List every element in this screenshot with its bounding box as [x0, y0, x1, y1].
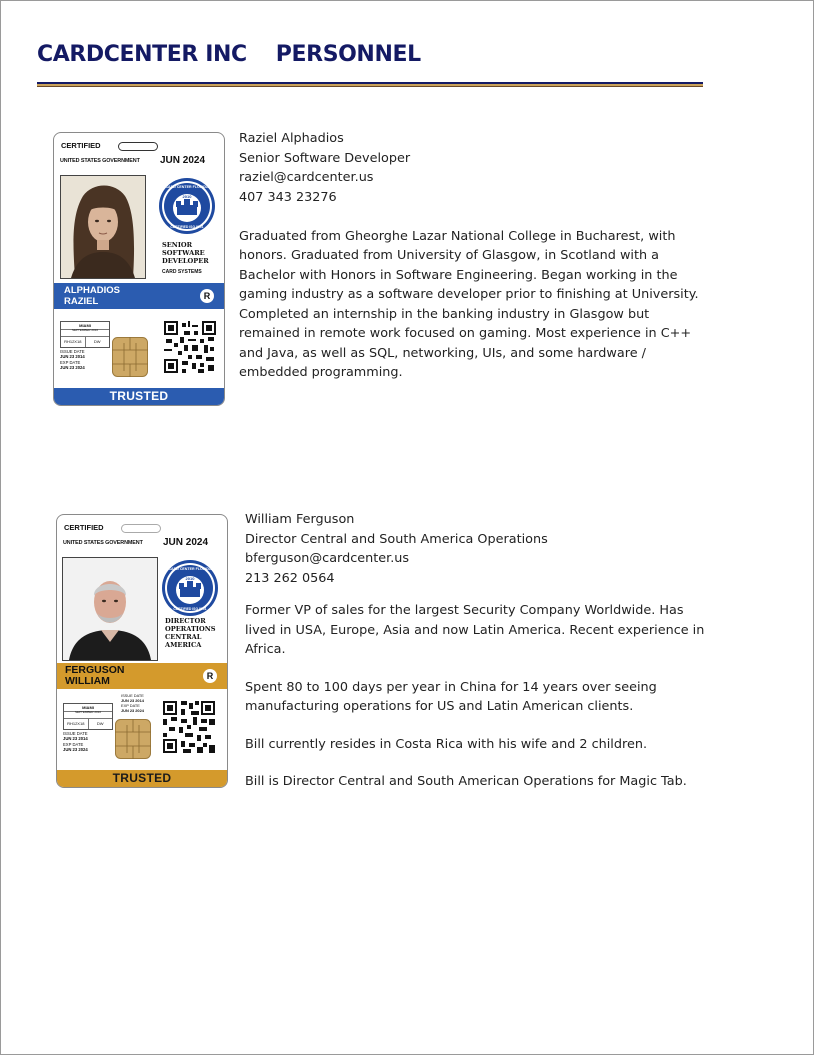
- person-bio: Former VP of sales for the largest Security Company Worldwide. Has lived in USA, Europe, Asia and now Latin America. Recent experience in Africa.: [245, 603, 705, 657]
- badge-location: MIAMI: [61, 322, 109, 330]
- badge-certified-label: CERTIFIED: [61, 141, 101, 150]
- qr-code-icon: [164, 321, 216, 373]
- badge-name-band: [54, 283, 224, 309]
- section-title: PERSONNEL: [275, 42, 421, 67]
- badge-government-label: UNITED STATES GOVERNMENT: [63, 540, 143, 546]
- badge-location-sub: SEPTEMBER 2010: [71, 328, 98, 332]
- person-name: William Ferguson: [245, 512, 355, 527]
- badge-role-line: AMERICA: [165, 641, 202, 649]
- badge-role: [165, 617, 216, 649]
- seal-year: 2010: [185, 576, 195, 581]
- badge-name-band: [57, 663, 227, 689]
- issue-date-value: JUN 23 2014: [63, 736, 88, 742]
- badge-code: RH12X18: [61, 337, 86, 347]
- badge-given-name: WILLIAM: [65, 675, 110, 687]
- exp-date-label: EXP DATE: [121, 703, 140, 708]
- issue-date-value: JUN 23 2014: [121, 698, 144, 703]
- badge-lanyard-slot: [118, 142, 158, 151]
- registered-mark: R: [200, 289, 214, 303]
- badge-name: [65, 665, 125, 687]
- badge-location: MIAMI: [64, 704, 112, 712]
- page-header: [37, 42, 421, 67]
- person-title: Senior Software Developer: [239, 150, 411, 166]
- badge-dates: [60, 349, 85, 371]
- badge-trusted-footer: TRUSTED: [54, 388, 224, 405]
- person-email: raziel@cardcenter.us: [239, 170, 374, 185]
- seal-year: 2010: [182, 194, 192, 199]
- badge-photo: [62, 557, 158, 661]
- badge-dates: [63, 731, 88, 753]
- badge-surname: ALPHADIOS: [64, 285, 120, 296]
- badge-code: DW: [93, 339, 101, 344]
- id-badge-raziel: [53, 132, 225, 406]
- person-info-raziel: [239, 129, 709, 383]
- badge-role-line: CENTRAL: [165, 633, 202, 641]
- badge-lanyard-slot: [121, 524, 161, 533]
- badge-location-sub: SEPTEMBER 2010: [74, 710, 101, 714]
- badge-name: [64, 285, 120, 307]
- badge-date: JUN 2024: [163, 537, 209, 548]
- badge-role-line: DIRECTOR: [165, 617, 206, 625]
- person-bio: Graduated from Gheorghe Lazar National College in Bucharest, with honors. Graduated from University of Glasgow, in Scotland with a Bachelor with Honors in Software Engineering. Began working in the gaming industry as a software developer prior to finishing at University. Completed an internship in the banking industry in Glasgow but remained in remote work focused on gaming. Most experience in C++ and Java, as well as SQL, networking, UIs, and some hardware / embedded programming.: [239, 228, 699, 380]
- company-name: CARDCENTER INC: [37, 42, 247, 67]
- badge-dates-secondary: [121, 693, 144, 713]
- exp-date-value: JUN 23 2024: [60, 365, 85, 371]
- issue-date-label: ISSUE DATE: [63, 731, 88, 736]
- exp-date-label: EXP DATE: [63, 741, 84, 747]
- person-bio: Bill currently resides in Costa Rica with his wife and 2 children.: [245, 736, 648, 752]
- person-phone: 407 343 23276: [239, 189, 337, 205]
- seal-top-text: CARD CENTER FLORIDA: [165, 185, 209, 189]
- person-title: Director Central and South America Operations: [245, 531, 548, 547]
- badge-code: DW: [96, 721, 104, 726]
- id-badge-william: [56, 514, 228, 788]
- badge-role-line: OPERATIONS: [165, 625, 216, 633]
- badge-code: RH12X18: [64, 719, 89, 729]
- exp-date-value: JUN 23 2024: [121, 708, 144, 713]
- badge-government-label: UNITED STATES GOVERNMENT: [60, 158, 140, 164]
- badge-role-line: SOFTWARE: [162, 249, 205, 257]
- portrait-image: [63, 558, 157, 660]
- badge-role-line: DEVELOPER: [162, 257, 209, 265]
- smart-chip-icon: [112, 337, 148, 377]
- certification-seal-icon: [158, 177, 216, 235]
- badge-role-line: SENIOR: [162, 241, 193, 249]
- certification-seal-icon: [161, 559, 219, 617]
- person-info-william: [245, 510, 715, 792]
- seal-top-text: CARD CENTER FLORIDA: [168, 567, 212, 571]
- exp-date-label: EXP DATE: [60, 359, 81, 365]
- badge-location-box: [63, 703, 113, 730]
- badge-photo: [60, 175, 146, 279]
- badge-certified-label: CERTIFIED: [64, 523, 104, 532]
- exp-date-value: JUN 23 2024: [63, 747, 88, 753]
- contact-block: [245, 510, 715, 588]
- issue-date-label: ISSUE DATE: [60, 349, 85, 354]
- person-bio: Bill is Director Central and South American Operations for Magic Tab.: [245, 774, 687, 789]
- contact-block: [239, 129, 709, 207]
- smart-chip-icon: [115, 719, 151, 759]
- registered-mark: R: [203, 669, 217, 683]
- badge-trusted-footer: TRUSTED: [57, 770, 227, 787]
- person-phone: 213 262 0564: [245, 570, 335, 586]
- issue-date-value: JUN 23 2014: [60, 354, 85, 360]
- badge-location-box: [60, 321, 110, 348]
- person-name: Raziel Alphadios: [239, 131, 344, 146]
- qr-code-icon: [163, 701, 215, 753]
- issue-date-label: ISSUE DATE: [121, 693, 144, 698]
- seal-bottom-text: CERTIFIED ISO 9001: [170, 225, 204, 229]
- badge-surname: FERGUSON: [65, 664, 125, 676]
- seal-bottom-text: CERTIFIED ISO 9001: [173, 607, 207, 611]
- person-email: bferguson@cardcenter.us: [245, 551, 410, 566]
- badge-org: CARD SYSTEMS: [162, 269, 202, 275]
- header-divider: [37, 82, 703, 88]
- badge-role: [162, 241, 209, 265]
- portrait-image: [61, 176, 145, 278]
- badge-given-name: RAZIEL: [64, 296, 99, 307]
- person-bio: Spent 80 to 100 days per year in China for 14 years over seeing manufacturing operations for US and Latin American clients.: [245, 679, 657, 714]
- badge-date: JUN 2024: [160, 155, 206, 166]
